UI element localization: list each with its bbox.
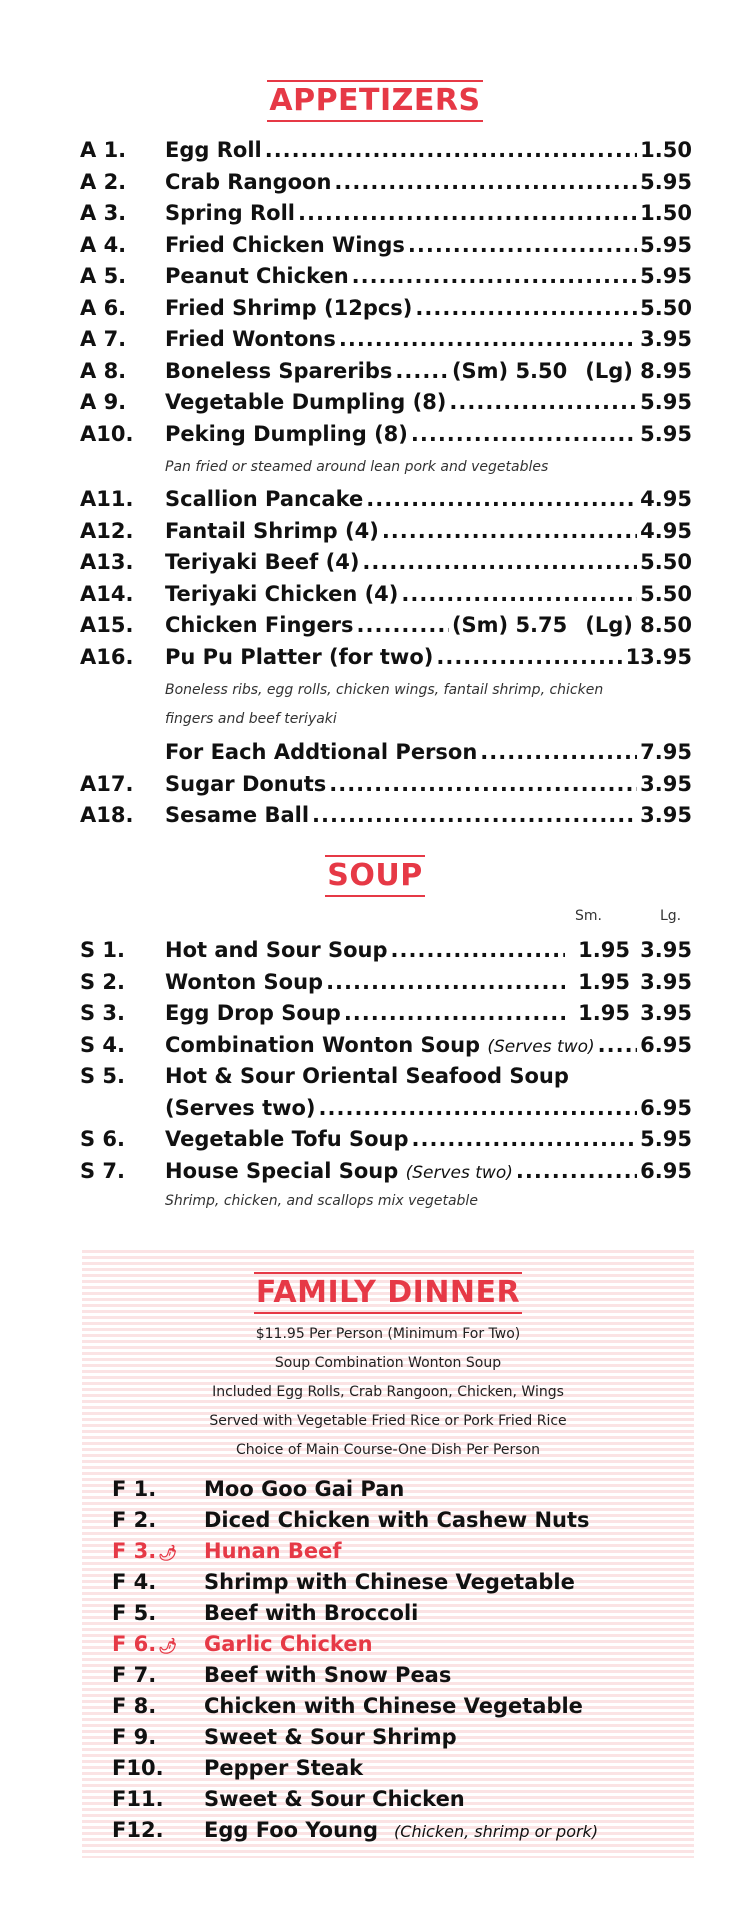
leader-dots xyxy=(401,582,637,606)
leader-dots xyxy=(334,170,637,194)
item-name: Teriyaki Beef (4) xyxy=(165,550,360,574)
item-name: Garlic Chicken xyxy=(204,1632,373,1656)
item-price: 5.95 xyxy=(640,421,692,446)
leader-dots xyxy=(326,970,565,994)
item-name: Pu Pu Platter (for two) xyxy=(165,644,434,669)
item-price-large: 3.95 xyxy=(640,1001,692,1025)
item-name: Pepper Steak xyxy=(204,1756,364,1780)
menu-item[interactable] xyxy=(80,327,692,359)
item-name: Vegetable Tofu Soup xyxy=(165,1127,409,1151)
item-price: 1.50 xyxy=(640,201,692,225)
item-code: F 2. xyxy=(112,1508,157,1532)
chili-pepper-icon: 🌶 xyxy=(158,1637,178,1655)
item-code: A13. xyxy=(80,550,134,574)
item-name: Sweet & Sour Chicken xyxy=(204,1787,465,1811)
item-price: 4.95 xyxy=(640,487,692,511)
menu-item[interactable] xyxy=(112,1601,694,1632)
item-name: Peanut Chicken xyxy=(165,264,349,288)
menu-item[interactable] xyxy=(112,1477,694,1508)
menu-item[interactable] xyxy=(80,1033,692,1065)
info-line: Included Egg Rolls, Crab Rangoon, Chicken, Wings xyxy=(212,1384,564,1400)
item-price-large: (Lg) 8.95 xyxy=(585,358,692,383)
item-price-large: 3.95 xyxy=(640,938,692,962)
family-dinner-heading xyxy=(82,1250,694,1314)
item-code: F 6. xyxy=(112,1632,157,1656)
serves-note: (Serves two) xyxy=(405,1162,513,1183)
menu-item[interactable] xyxy=(112,1694,694,1725)
item-name: Teriyaki Chicken (4) xyxy=(165,581,399,606)
menu-item[interactable] xyxy=(80,938,692,970)
family-dinner-list xyxy=(82,1477,694,1849)
menu-item[interactable] xyxy=(80,1001,692,1033)
appetizers-title: APPETIZERS xyxy=(267,80,482,122)
appetizers-list xyxy=(80,138,692,835)
item-code: S 6. xyxy=(80,1127,126,1151)
item-code: A12. xyxy=(80,518,134,543)
serves-note: (Serves two) xyxy=(487,1036,595,1057)
item-name: Spring Roll xyxy=(165,201,295,225)
item-name: Hunan Beef xyxy=(204,1539,342,1563)
item-price: 1.50 xyxy=(640,138,692,162)
soup-list xyxy=(80,938,692,1212)
family-dinner-panel xyxy=(82,1250,694,1858)
item-code: S 4. xyxy=(80,1032,126,1057)
leader-dots xyxy=(436,645,622,669)
menu-item[interactable] xyxy=(80,645,692,677)
item-description: Shrimp, chicken, and scallops mix vegetable xyxy=(165,1193,478,1209)
item-code: A15. xyxy=(80,613,134,637)
info-line: Served with Vegetable Fried Rice or Pork Fried Rice xyxy=(209,1413,567,1429)
item-code: F 8. xyxy=(112,1694,157,1718)
item-code: S 3. xyxy=(80,1001,126,1025)
leader-dots xyxy=(395,359,449,383)
item-code: F 9. xyxy=(112,1725,157,1749)
menu-item[interactable] xyxy=(80,803,692,835)
leader-dots xyxy=(352,264,638,288)
item-code: A 8. xyxy=(80,358,127,383)
item-code: A18. xyxy=(80,803,134,827)
menu-item[interactable] xyxy=(112,1725,694,1756)
item-price: 13.95 xyxy=(625,644,692,669)
item-code: S 2. xyxy=(80,969,126,994)
item-price-large: (Lg) 8.50 xyxy=(585,613,692,637)
item-code: F12. xyxy=(112,1818,164,1842)
item-name: Chicken Fingers xyxy=(165,613,354,637)
leader-dots xyxy=(298,201,637,225)
item-name: Wonton Soup xyxy=(165,969,324,994)
item-code: A10. xyxy=(80,421,134,446)
item-code: F 3. xyxy=(112,1539,157,1563)
item-name: Egg Foo Young xyxy=(204,1818,379,1842)
menu-item[interactable] xyxy=(112,1818,694,1849)
item-name: House Special Soup xyxy=(165,1158,399,1183)
item-name: Combination Wonton Soup xyxy=(165,1032,481,1057)
menu-item[interactable] xyxy=(80,201,692,233)
item-code: A 9. xyxy=(80,390,127,414)
item-price: 7.95 xyxy=(640,740,692,764)
item-name: Sugar Donuts xyxy=(165,771,327,796)
menu-item[interactable] xyxy=(112,1508,694,1539)
leader-dots xyxy=(516,1159,637,1183)
item-code: F 4. xyxy=(112,1570,157,1594)
item-code: A 3. xyxy=(80,201,127,225)
item-price: 5.95 xyxy=(640,390,692,414)
menu-item[interactable] xyxy=(80,422,692,454)
leader-dots xyxy=(329,772,637,796)
item-price: 6.95 xyxy=(640,1158,692,1183)
menu-item[interactable] xyxy=(112,1570,694,1601)
menu-item[interactable] xyxy=(80,1159,692,1191)
item-price: 5.95 xyxy=(640,169,692,194)
menu-item-spicy[interactable] xyxy=(112,1632,694,1663)
item-code: S 7. xyxy=(80,1158,126,1183)
item-name: Shrimp with Chinese Vegetable xyxy=(204,1570,575,1594)
item-price-small: 1.95 xyxy=(578,1001,630,1025)
item-name: Moo Goo Gai Pan xyxy=(204,1477,405,1501)
menu-item[interactable] xyxy=(80,772,692,804)
item-name: Hot and Sour Soup xyxy=(165,938,388,962)
item-name: Diced Chicken with Cashew Nuts xyxy=(204,1508,590,1532)
item-name: Beef with Snow Peas xyxy=(204,1663,452,1687)
item-name: For Each Addtional Person xyxy=(165,740,478,764)
soup-title: SOUP xyxy=(325,855,424,897)
size-small-label: Sm. xyxy=(575,908,602,924)
item-code: F 1. xyxy=(112,1477,157,1501)
info-line: Choice of Main Course-One Dish Per Person xyxy=(235,1442,541,1458)
menu-item[interactable] xyxy=(80,487,692,519)
item-name: Egg Roll xyxy=(165,138,262,162)
family-dinner-info xyxy=(82,1320,694,1465)
item-price-small: (Sm) 5.50 xyxy=(451,358,568,383)
item-price: 5.50 xyxy=(640,550,692,574)
item-price: 5.95 xyxy=(640,232,692,257)
soup-heading xyxy=(0,855,750,897)
item-name: Sweet & Sour Shrimp xyxy=(204,1725,457,1749)
leader-dots xyxy=(265,138,637,162)
leader-dots xyxy=(480,740,637,764)
menu-item[interactable] xyxy=(80,264,692,296)
item-name: Fried Chicken Wings xyxy=(165,232,405,257)
menu-item[interactable] xyxy=(80,233,692,265)
item-name: Fried Shrimp (12pcs) xyxy=(165,295,413,320)
item-price: 3.95 xyxy=(640,803,692,827)
item-code: S 5. xyxy=(80,1064,126,1088)
size-large-label: Lg. xyxy=(660,908,682,924)
item-code: F10. xyxy=(112,1756,164,1780)
item-name: Beef with Broccoli xyxy=(204,1601,419,1625)
item-code: F 5. xyxy=(112,1601,157,1625)
item-name: Fried Wontons xyxy=(165,327,336,351)
menu-item[interactable] xyxy=(80,613,692,645)
item-price: 5.95 xyxy=(640,1127,692,1151)
item-code: A14. xyxy=(80,581,134,606)
item-price: 5.95 xyxy=(640,264,692,288)
item-description: Pan fried or steamed around lean pork and vegetables xyxy=(165,459,549,475)
item-name: Chicken with Chinese Vegetable xyxy=(204,1694,583,1718)
item-code: A16. xyxy=(80,644,134,669)
menu-item[interactable] xyxy=(80,970,692,1002)
menu-item[interactable] xyxy=(112,1787,694,1818)
item-name: Peking Dumpling (8) xyxy=(165,421,408,446)
item-price-small: (Sm) 5.75 xyxy=(451,613,568,637)
item-name: Fantail Shrimp (4) xyxy=(165,518,379,543)
leader-dots xyxy=(357,613,449,637)
info-line: Soup Combination Wonton Soup xyxy=(274,1355,502,1371)
menu-item-continued[interactable] xyxy=(80,1096,692,1128)
leader-dots xyxy=(411,422,637,446)
item-code: F11. xyxy=(112,1787,164,1811)
leader-dots xyxy=(412,1127,638,1151)
item-code: A 4. xyxy=(80,232,127,257)
leader-dots xyxy=(408,233,637,257)
menu-item[interactable] xyxy=(80,550,692,582)
leader-dots xyxy=(415,296,637,320)
menu-item[interactable] xyxy=(80,1064,692,1096)
item-name: Egg Drop Soup xyxy=(165,1001,341,1025)
appetizers-heading xyxy=(0,80,750,122)
chili-pepper-icon: 🌶 xyxy=(158,1544,178,1562)
item-name: Scallion Pancake xyxy=(165,487,364,511)
item-name: (Serves two) xyxy=(165,1095,316,1120)
item-code: A17. xyxy=(80,771,134,796)
item-code: A 7. xyxy=(80,327,127,351)
item-price: 5.50 xyxy=(640,581,692,606)
item-name: Vegetable Dumpling (8) xyxy=(165,390,447,414)
item-price: 3.95 xyxy=(640,771,692,796)
menu-item-spicy[interactable] xyxy=(112,1539,694,1570)
menu-item[interactable] xyxy=(80,1127,692,1159)
item-price-small: 1.95 xyxy=(578,938,630,962)
menu-item[interactable] xyxy=(80,359,692,391)
item-code: A 6. xyxy=(80,295,127,320)
leader-dots xyxy=(391,938,565,962)
leader-dots xyxy=(598,1033,638,1057)
menu-item[interactable] xyxy=(80,390,692,422)
menu-item[interactable] xyxy=(80,138,692,170)
item-code: A 1. xyxy=(80,138,127,162)
item-description: fingers and beef teriyaki xyxy=(165,711,337,727)
leader-dots xyxy=(339,327,637,351)
soup-size-header xyxy=(0,908,750,928)
info-line: $11.95 Per Person (Minimum For Two) xyxy=(255,1326,521,1342)
item-name: Sesame Ball xyxy=(165,803,310,827)
family-dinner-title: FAMILY DINNER xyxy=(254,1272,522,1314)
leader-dots xyxy=(362,550,637,574)
item-price: 6.95 xyxy=(640,1032,692,1057)
item-price: 5.50 xyxy=(640,295,692,320)
leader-dots xyxy=(312,803,637,827)
item-code: F 7. xyxy=(112,1663,157,1687)
menu-item[interactable] xyxy=(80,170,692,202)
leader-dots xyxy=(344,1001,565,1025)
item-code: A 2. xyxy=(80,169,127,194)
menu-item[interactable] xyxy=(112,1663,694,1694)
item-description: Boneless ribs, egg rolls, chicken wings, fantail shrimp, chicken xyxy=(165,682,604,698)
item-code: A11. xyxy=(80,487,134,511)
menu-item[interactable] xyxy=(80,740,692,772)
item-code: A 5. xyxy=(80,264,127,288)
item-price: 3.95 xyxy=(640,327,692,351)
item-name: Hot & Sour Oriental Seafood Soup xyxy=(165,1064,569,1088)
item-options: (Chicken, shrimp or pork) xyxy=(394,1822,599,1841)
menu-item[interactable] xyxy=(80,582,692,614)
menu-item[interactable] xyxy=(112,1756,694,1787)
item-name: Boneless Spareribs xyxy=(165,358,393,383)
menu-item[interactable] xyxy=(80,296,692,328)
menu-item[interactable] xyxy=(80,519,692,551)
item-name: Crab Rangoon xyxy=(165,169,332,194)
item-price-small: 1.95 xyxy=(578,969,630,994)
item-price-large: 3.95 xyxy=(640,969,692,994)
item-price: 4.95 xyxy=(640,518,692,543)
leader-dots xyxy=(319,1096,638,1120)
leader-dots xyxy=(382,519,637,543)
item-price: 6.95 xyxy=(640,1095,692,1120)
item-code: S 1. xyxy=(80,938,126,962)
leader-dots xyxy=(449,390,637,414)
leader-dots xyxy=(366,487,637,511)
